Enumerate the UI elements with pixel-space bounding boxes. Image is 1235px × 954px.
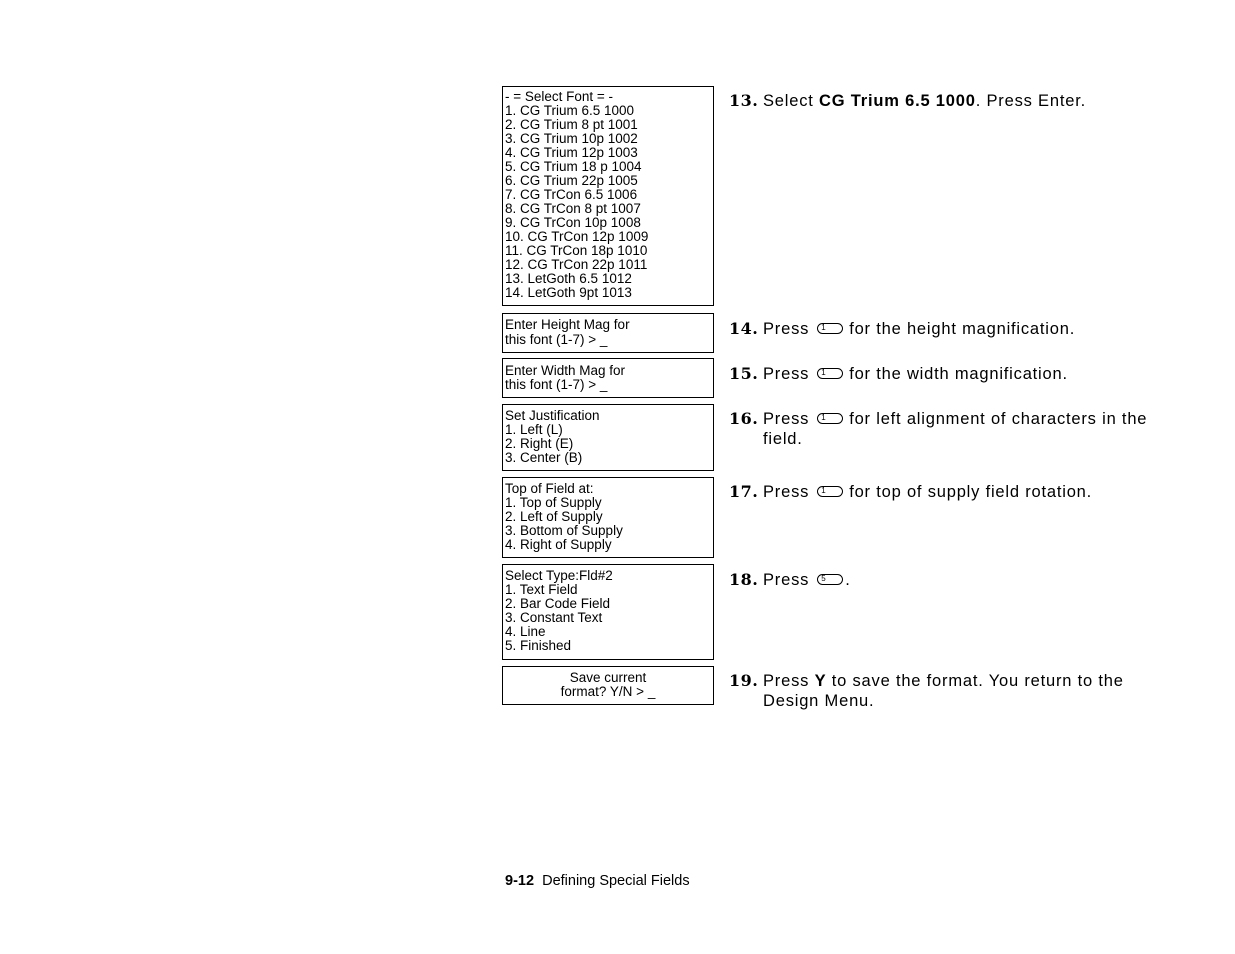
- step-text: [763, 319, 1179, 339]
- display-line: 6. CG Trium 22p 1005: [505, 173, 638, 188]
- step-number: 14.: [729, 319, 759, 338]
- step-text-part: Press: [763, 672, 815, 690]
- step-text-part: . Press Enter.: [975, 92, 1086, 110]
- display-line: 9. CG TrCon 10p 1008: [505, 215, 641, 230]
- step-text-part: for top of supply field rotation.: [849, 483, 1093, 501]
- step-text-part: .: [845, 571, 851, 589]
- display-line: format? Y/N > _: [560, 684, 656, 699]
- key-label: 1: [821, 485, 826, 495]
- save-format-display: [502, 666, 714, 705]
- step-17: [729, 482, 1179, 502]
- display-line: 12. CG TrCon 22p 1011: [505, 257, 648, 272]
- key-name: Y: [814, 672, 827, 690]
- page-number: 9-12: [505, 873, 535, 889]
- display-line: 2. CG Trium 8 pt 1001: [505, 117, 638, 132]
- step-text-part: Press: [763, 571, 810, 589]
- step-16: [729, 409, 1179, 449]
- display-line: 5. CG Trium 18 p 1004: [505, 159, 642, 174]
- step-text-part: Select: [763, 92, 820, 110]
- height-mag-display: [502, 313, 714, 353]
- display-line: 3. Constant Text: [505, 610, 603, 625]
- step-number: 16.: [729, 409, 759, 428]
- key-1-icon: [817, 486, 843, 497]
- display-line: 4. Line: [505, 624, 546, 639]
- display-line: 11. CG TrCon 18p 1010: [505, 243, 648, 258]
- step-text: [763, 671, 1179, 711]
- step-text-part: Press: [763, 483, 810, 501]
- display-line: 10. CG TrCon 12p 1009: [505, 229, 649, 244]
- step-text-part: to save the format. You return to the Design Menu.: [763, 672, 1124, 710]
- display-line: 8. CG TrCon 8 pt 1007: [505, 201, 641, 216]
- key-1-icon: [817, 413, 843, 424]
- display-line: this font (1-7) > _: [505, 377, 608, 392]
- display-line: 1. CG Trium 6.5 1000: [505, 103, 635, 118]
- step-text: [763, 570, 1179, 590]
- display-line: 3. Bottom of Supply: [505, 523, 623, 538]
- chapter-title: Defining Special Fields: [542, 873, 690, 889]
- display-line: 2. Right (E): [505, 436, 574, 451]
- step-18: [729, 570, 1179, 590]
- font-name: CG Trium 6.5 1000: [819, 92, 976, 110]
- step-text: [763, 482, 1179, 502]
- key-label: 1: [821, 367, 826, 377]
- field-type-display: [502, 564, 714, 660]
- key-label: 1: [821, 322, 826, 332]
- step-number: 17.: [729, 482, 759, 501]
- display-line: - = Select Font = -: [505, 89, 614, 104]
- step-number: 19.: [729, 671, 759, 690]
- step-text-part: for the width magnification.: [849, 365, 1068, 383]
- step-19: [729, 671, 1179, 711]
- step-text-part: Press: [763, 320, 810, 338]
- rotation-display: [502, 477, 714, 558]
- display-line: this font (1-7) > _: [505, 332, 608, 347]
- display-line: 5. Finished: [505, 638, 572, 653]
- width-mag-display: [502, 358, 714, 398]
- page-footer: [505, 873, 690, 889]
- key-label: 1: [821, 412, 826, 422]
- display-line: Enter Height Mag for: [505, 317, 630, 332]
- step-number: 13.: [729, 91, 759, 110]
- justification-display: [502, 404, 714, 471]
- key-1-icon: [817, 323, 843, 334]
- display-line: 2. Left of Supply: [505, 509, 603, 524]
- step-text-part: Press: [763, 410, 810, 428]
- step-text-part: for left alignment of characters in the field.: [763, 410, 1148, 448]
- step-text: [763, 91, 1179, 111]
- display-line: 13. LetGoth 6.5 1012: [505, 271, 632, 286]
- display-line: 7. CG TrCon 6.5 1006: [505, 187, 638, 202]
- display-line: 3. Center (B): [505, 450, 583, 465]
- select-font-display: [502, 86, 714, 306]
- step-text-part: for the height magnification.: [849, 320, 1076, 338]
- step-text: [763, 364, 1179, 384]
- step-number: 15.: [729, 364, 759, 383]
- key-1-icon: [817, 368, 843, 379]
- display-line: Top of Field at:: [505, 481, 594, 496]
- display-line: 2. Bar Code Field: [505, 596, 611, 611]
- display-line: 4. CG Trium 12p 1003: [505, 145, 638, 160]
- key-5-icon: [817, 574, 843, 585]
- display-line: 1. Top of Supply: [505, 495, 602, 510]
- display-line: Save current: [569, 670, 647, 685]
- key-label: 5: [821, 573, 826, 583]
- step-text-part: Press: [763, 365, 810, 383]
- display-line: 3. CG Trium 10p 1002: [505, 131, 638, 146]
- display-line: 14. LetGoth 9pt 1013: [505, 285, 632, 300]
- display-line: Enter Width Mag for: [505, 363, 626, 378]
- display-line: 1. Text Field: [505, 582, 578, 597]
- step-14: [729, 319, 1179, 339]
- step-number: 18.: [729, 570, 759, 589]
- step-text: [763, 409, 1179, 449]
- display-line: Set Justification: [505, 408, 600, 423]
- display-line: 1. Left (L): [505, 422, 563, 437]
- display-line: Select Type:Fld#2: [505, 568, 613, 583]
- step-15: [729, 364, 1179, 384]
- step-13: [729, 91, 1179, 111]
- display-line: 4. Right of Supply: [505, 537, 612, 552]
